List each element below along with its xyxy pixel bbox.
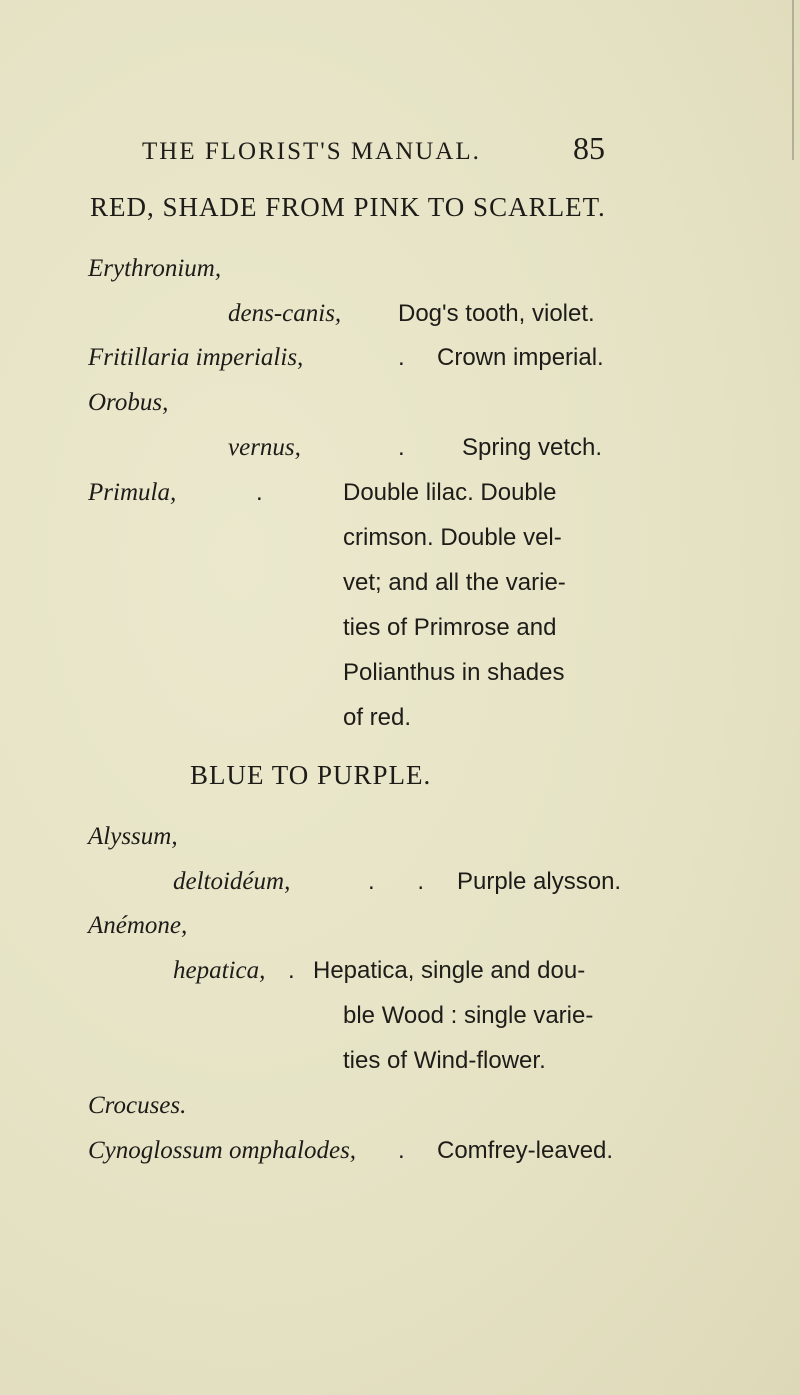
leader-dot: . [256,479,263,506]
crocuses-name: Crocuses. [88,1092,187,1119]
page-edge-shadow [792,0,794,160]
leader-dot: . [398,344,405,371]
anemone-genus: Anémone, [88,912,188,939]
leader-dot: . [398,1137,405,1164]
erythronium-species: dens-canis, [228,300,342,327]
alyssum-genus: Alyssum, [88,823,178,850]
orobus-species: vernus, [228,434,301,461]
section-heading-blue: BLUE TO PURPLE. [190,760,432,790]
leader-dot: . [398,434,405,461]
primula-desc-line: Double lilac. Double [343,479,557,506]
fritillaria-name: Fritillaria imperialis, [88,344,304,371]
primula-genus: Primula, [88,479,177,506]
alyssum-species: deltoidéum, [173,868,291,895]
alyssum-common-name: Purple alysson. [457,868,622,895]
primula-desc-line: Polianthus in shades [343,659,565,686]
primula-desc-line: crimson. Double vel- [343,524,562,551]
anemone-desc-line: ble Wood : single varie- [343,1002,594,1029]
orobus-common-name: Spring vetch. [462,434,603,461]
orobus-genus: Orobus, [88,389,169,416]
primula-desc-line: of red. [343,704,412,731]
primula-desc-line: vet; and all the varie- [343,569,566,596]
primula-desc-line: ties of Primrose and [343,614,557,641]
section-heading-red: RED, SHADE FROM PINK TO SCARLET. [90,192,606,222]
cynoglossum-name: Cynoglossum omphalodes, [88,1137,357,1164]
leader-dots: . . [368,868,443,895]
running-title: THE FLORIST'S MANUAL. [142,138,481,165]
cynoglossum-common-name: Comfrey-leaved. [437,1137,614,1164]
anemone-desc-line: ties of Wind-flower. [343,1047,546,1074]
page-number: 85 [573,130,605,166]
erythronium-genus: Erythronium, [88,255,222,282]
fritillaria-common-name: Crown imperial. [437,344,604,371]
erythronium-common-name: Dog's tooth, violet. [398,300,595,327]
anemone-desc-line: Hepatica, single and dou- [313,957,586,984]
leader-dot: . [288,957,295,984]
anemone-species: hepatica, [173,957,266,984]
